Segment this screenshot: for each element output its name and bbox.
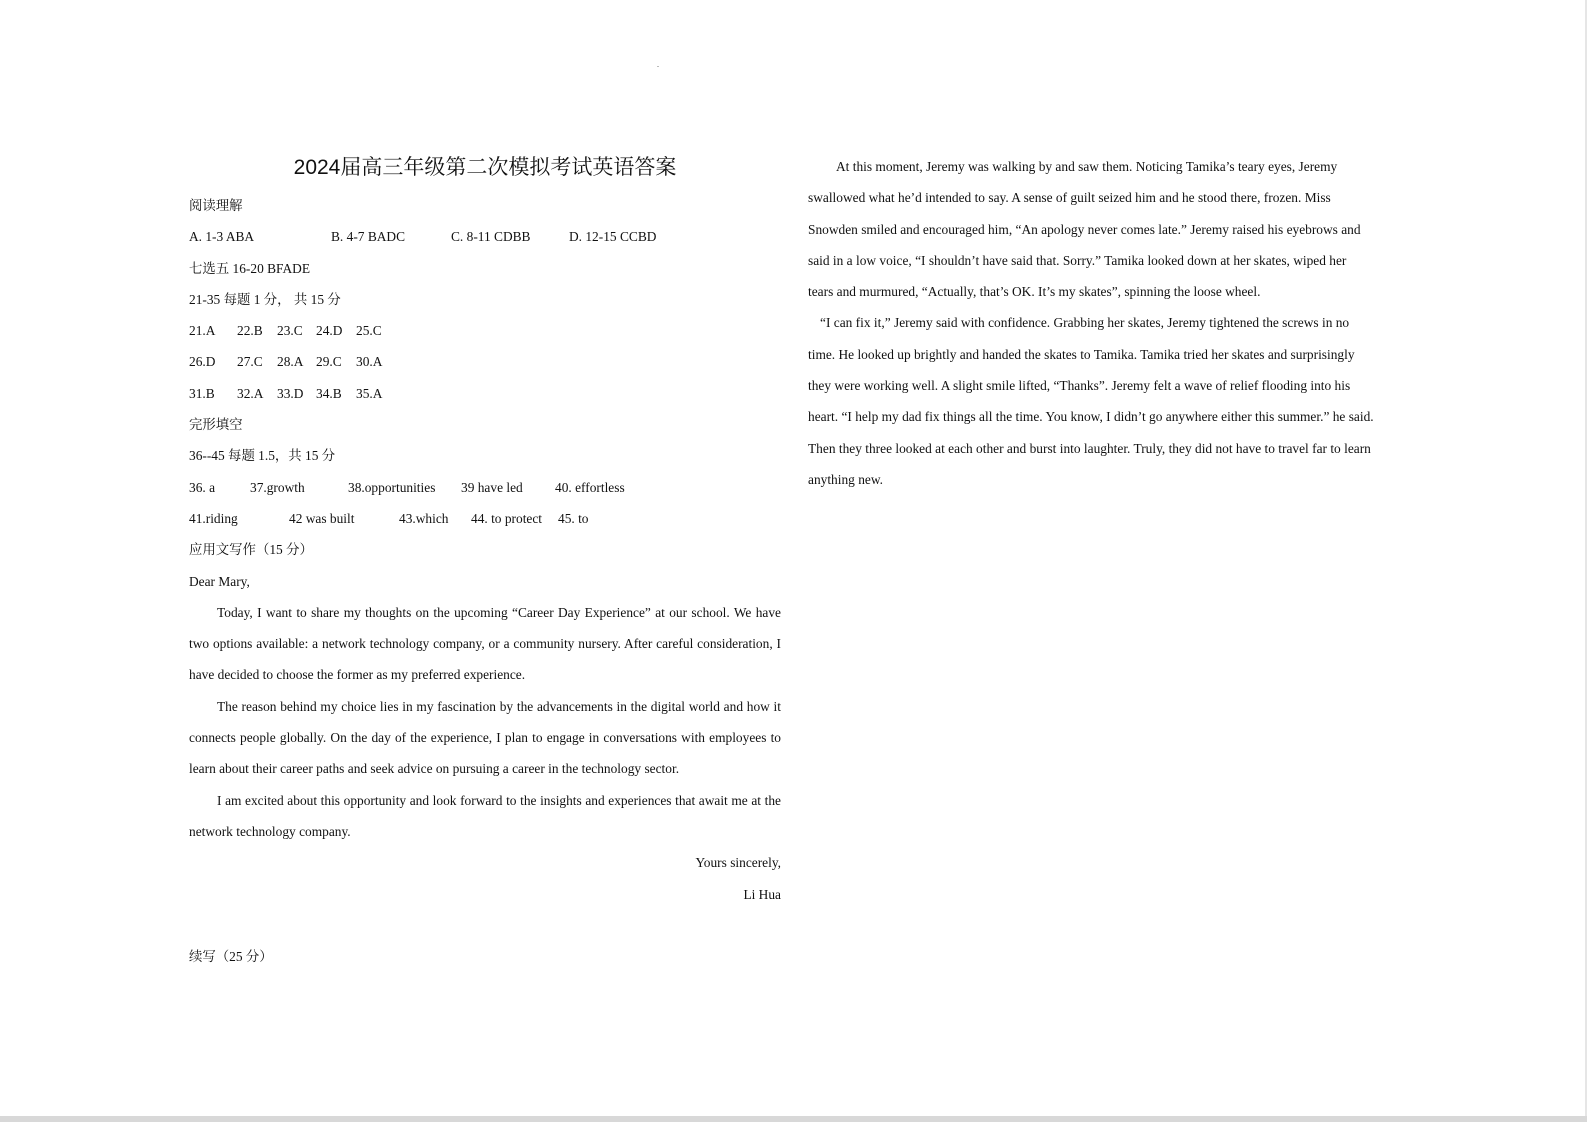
story-line: Snowden smiled and encouraged him, “An apology never comes late.” Jeremy raised his eyebrows and	[808, 221, 1361, 237]
cloze-answers-row	[189, 315, 781, 346]
grammar-answer: 45. to	[558, 510, 589, 526]
cloze-answer: 31.B	[189, 385, 215, 401]
cloze-answer: 22.B	[237, 323, 263, 339]
cloze-answer: 24.D	[316, 323, 343, 339]
story-line: they were working well. A slight smile lifted, “Thanks”. Jeremy felt a wave of relief flooding into his	[808, 378, 1351, 394]
cloze-answer: 30.A	[356, 354, 383, 370]
grammar-answers-row	[189, 503, 781, 534]
grammar-answer: 39 have led	[461, 479, 523, 495]
cloze-answer: 32.A	[237, 385, 264, 401]
right-column	[808, 151, 1408, 495]
grammar-answer: 41.riding	[189, 510, 238, 526]
cloze-answer: 27.C	[237, 354, 263, 370]
cloze-score-note: 21-35 每题 1 分， 共 15 分	[189, 291, 341, 307]
page-title: 2024届高三年级第二次模拟考试英语答案	[293, 156, 677, 179]
cloze-answer: 28.A	[277, 354, 304, 370]
writing-heading: 应用文写作（15 分）	[189, 542, 313, 558]
reading-answer: B. 4-7 BADC	[331, 229, 406, 245]
story-line: said in a low voice, “I shouldn’t have said that. Sorry.” Tamika looked down at her skates, wiped her	[808, 252, 1347, 268]
cloze-answers-row	[189, 378, 781, 409]
letter-closing: Yours sincerely,	[695, 855, 781, 871]
reading-answer: D. 12-15 CCBD	[569, 229, 657, 245]
grammar-heading: 完形填空	[189, 417, 243, 433]
letter-paragraph: I am excited about this opportunity and look forward to the insights and experiences that await me at the network technology company.	[189, 792, 781, 839]
scan-speck	[657, 66, 659, 67]
story-line: heart. “I help my dad fix things all the time. You know, I didn’t go anywhere either this summer.” he said.	[808, 409, 1374, 425]
reading-heading: 阅读理解	[189, 198, 243, 213]
letter-paragraph: The reason behind my choice lies in my fascination by the advancements in the digital world and how it connects people globally. On the day of the experience, I plan to engage in conversations with employees to learn about their career paths and seek advice on pursuing a career in the technology sector.	[189, 698, 781, 777]
story-line: swallowed what he’d intended to say. A sense of guilt seized him and he stood there, frozen. Miss	[808, 190, 1331, 206]
grammar-score-note: 36--45 每题 1.5，共 15 分	[189, 448, 336, 464]
continuation-heading: 续写（25 分）	[189, 948, 273, 964]
grammar-answers-row	[189, 472, 781, 503]
grammar-answer: 40. effortless	[555, 479, 625, 495]
cloze-answer: 33.D	[277, 385, 304, 401]
story-line: Then they three looked at each other and burst into laughter. Truly, they did not have to travel far to learn	[808, 440, 1371, 456]
cloze-answer: 29.C	[316, 354, 342, 370]
left-column	[189, 150, 781, 972]
story-line: time. He looked up brightly and handed the skates to Tamika. Tamika tried her skates and surprisingly	[808, 346, 1355, 362]
cloze-answer: 34.B	[316, 385, 342, 401]
letter-signature: Li Hua	[743, 886, 781, 902]
story-line: tears and murmured, “Actually, that’s OK. It’s my skates”, spinning the loose wheel.	[808, 284, 1261, 300]
story-line: anything new.	[808, 471, 883, 487]
grammar-answer: 37.growth	[250, 479, 305, 495]
reading-answer: C. 8-11 CDBB	[451, 229, 531, 245]
cloze-answer: 26.D	[189, 354, 216, 370]
qixuanwu-answers: 七选五 16-20 BFADE	[189, 260, 311, 276]
letter-paragraph: Today, I want to share my thoughts on the upcoming “Career Day Experience” at our school. We have two options available: a network technology company, or a community nursery. After careful consideration, I have decided to choose the former as my preferred experience.	[189, 604, 781, 683]
cloze-answer: 23.C	[277, 323, 303, 339]
cloze-answer: 25.C	[356, 323, 382, 339]
letter-salutation: Dear Mary,	[189, 573, 250, 589]
grammar-answer: 38.opportunities	[348, 479, 436, 495]
reading-answer: A. 1-3 ABA	[189, 229, 255, 245]
grammar-answer: 44. to protect	[471, 510, 543, 526]
story-line: “I can fix it,” Jeremy said with confidence. Grabbing her skates, Jeremy tightened the screws in no	[820, 315, 1350, 331]
cloze-answer: 35.A	[356, 385, 383, 401]
grammar-answer: 36. a	[189, 479, 216, 495]
reading-answers-row	[189, 221, 781, 252]
cloze-answers-row	[189, 346, 781, 377]
grammar-answer: 43.which	[399, 510, 449, 526]
grammar-answer: 42 was built	[289, 510, 355, 526]
story-line: At this moment, Jeremy was walking by and saw them. Noticing Tamika’s teary eyes, Jeremy	[836, 159, 1338, 174]
page-edge	[0, 1116, 1587, 1122]
cloze-answer: 21.A	[189, 323, 216, 339]
